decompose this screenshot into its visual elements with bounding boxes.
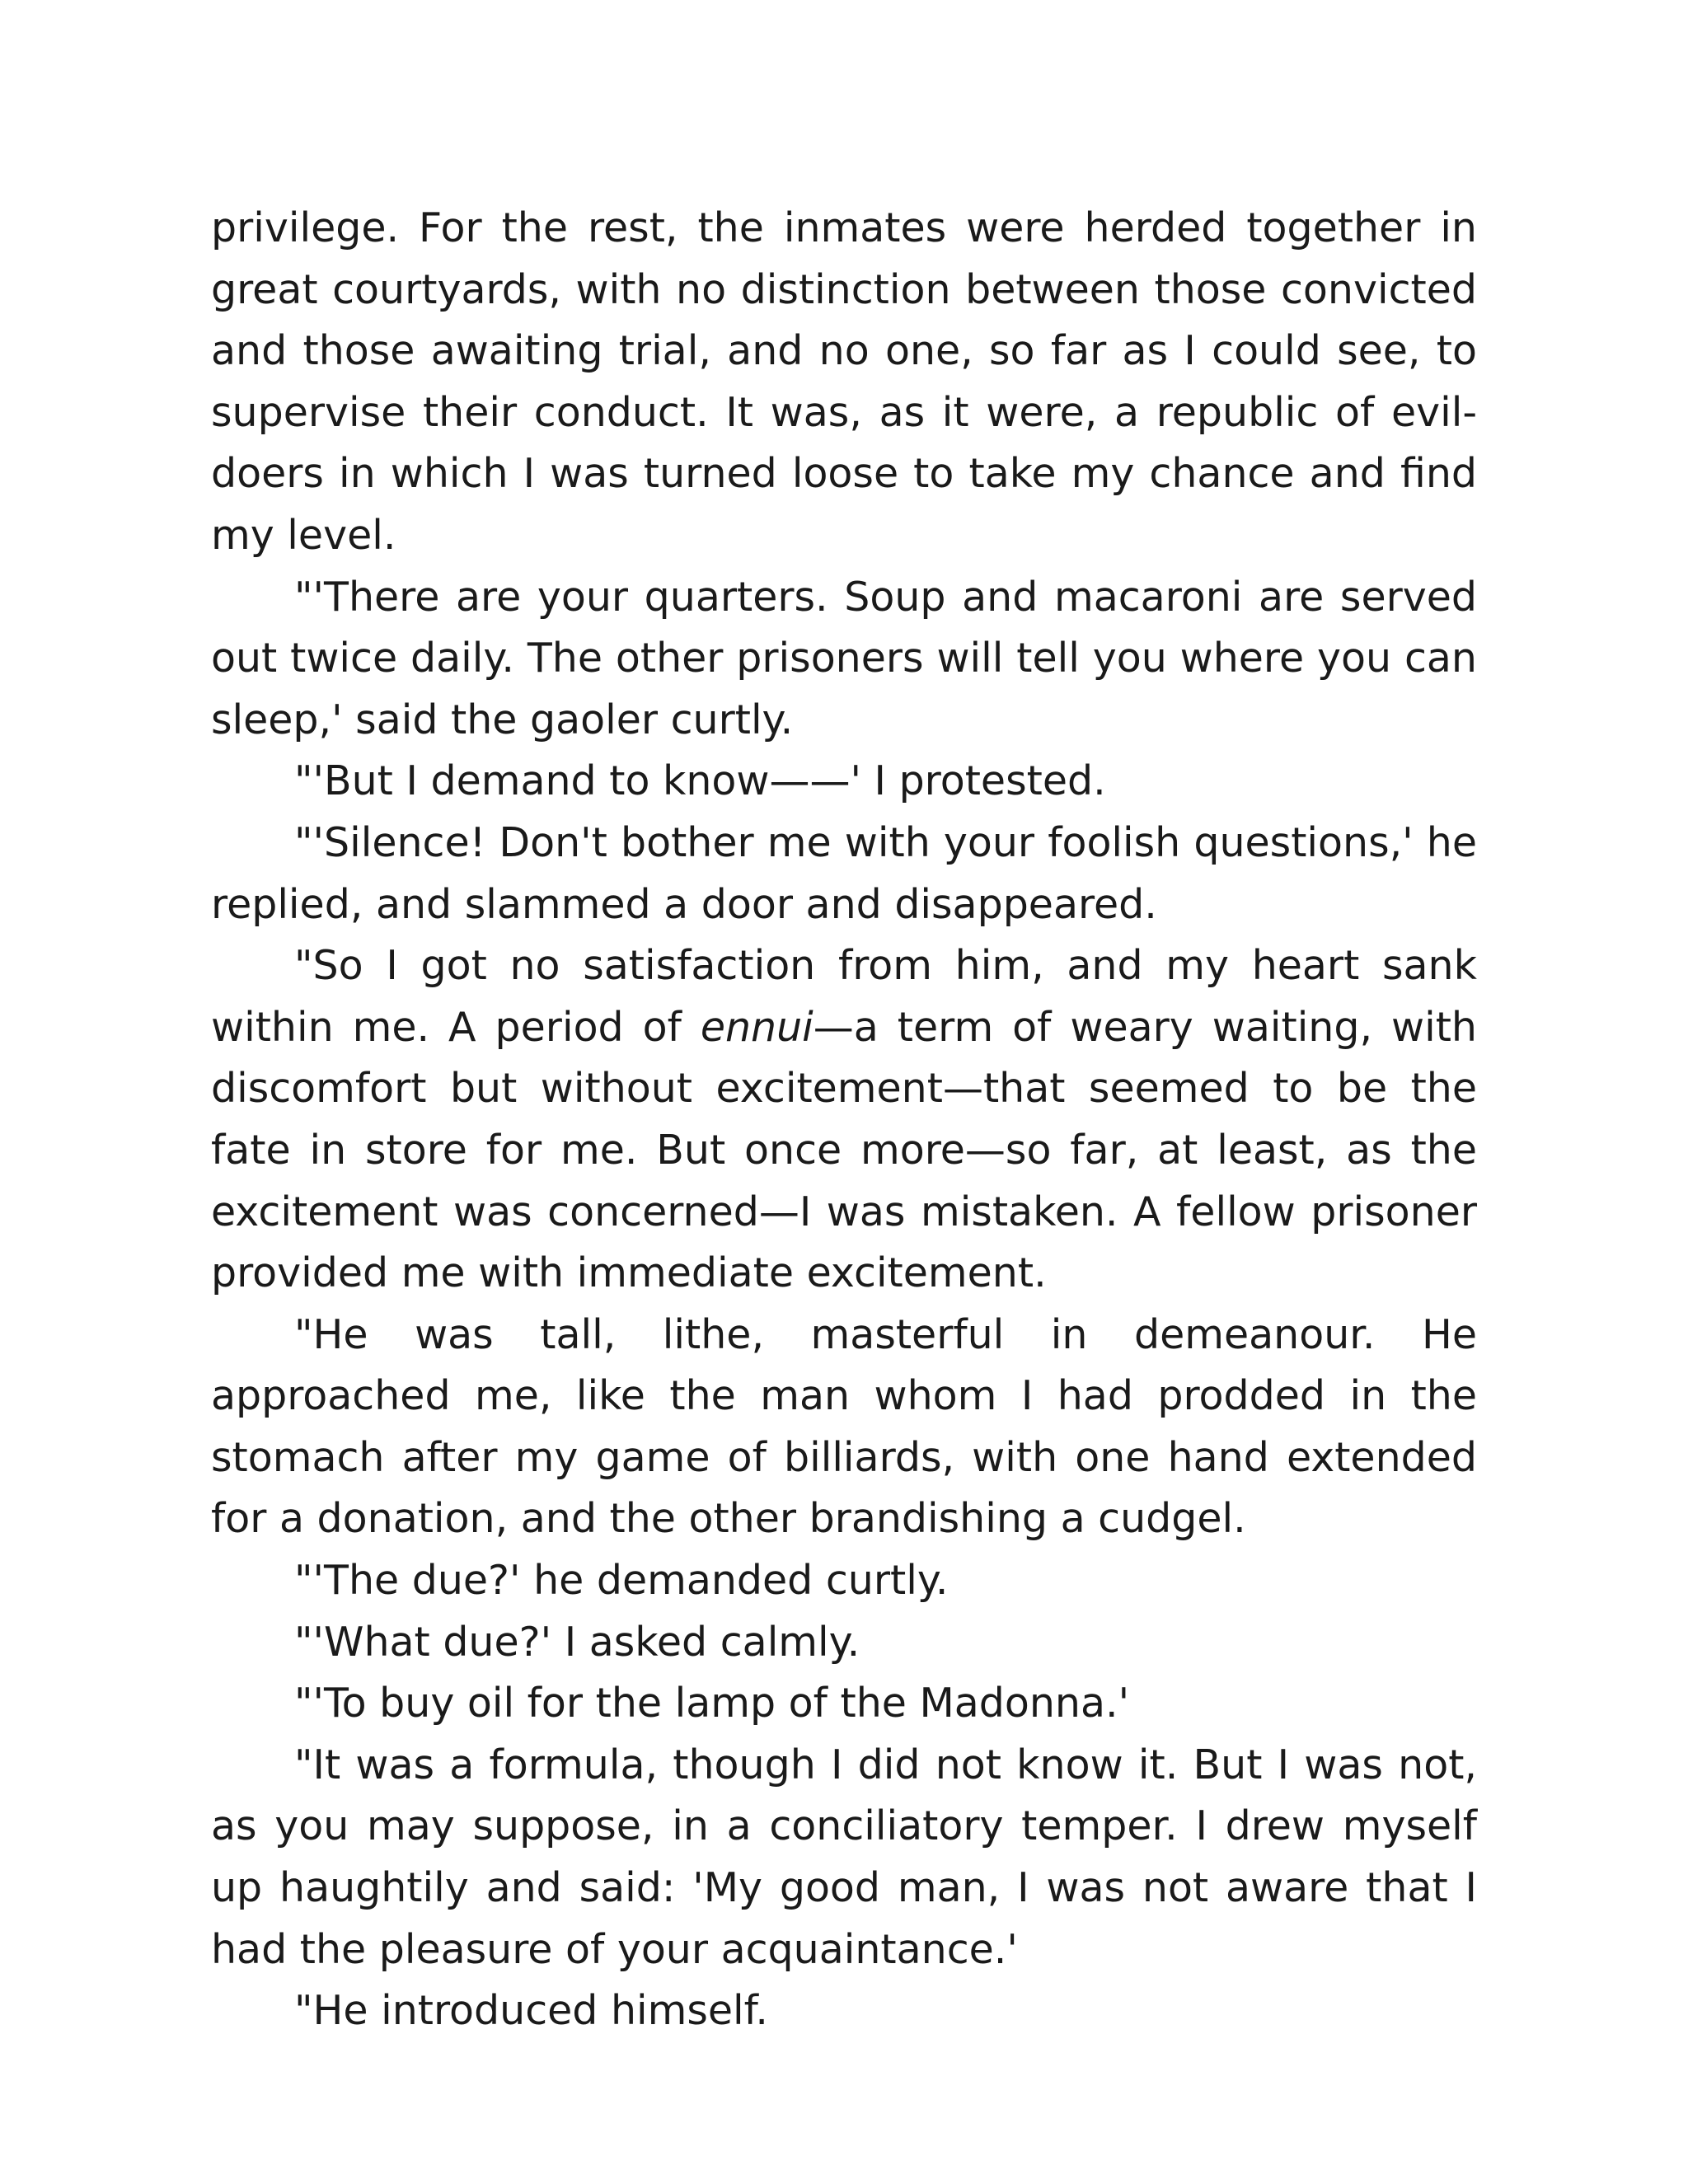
paragraph-5-end: —a term of weary waiting, with discomfort but without excitement—that seemed to be the fate in store for me. But once more—so far, at least, as the excitement was concerned—I was mistaken. A fellow prisoner provided me with immediate excitement. [211,1003,1477,1297]
paragraph-2: "'There are your quarters. Soup and macaroni are served out twice daily. The other prisoners will tell you where you can sleep,' said the gaoler curtly. [211,573,1477,743]
paragraph-7: "'The due?' he demanded curtly. [294,1557,949,1605]
paragraph-4: "'Silence! Don't bother me with your foolish questions,' he replied, and slammed a door and disappeared. [211,818,1477,928]
paragraph-1: privilege. For the rest, the inmates were herded together in great courtyards, with no distinction between those convicted and those awaiting trial, and no one, so far as I could see, to supervise their conduct. It was, as it were, a republic of evil-doers in which I was turned loose to take my chance and find my level. [211,204,1477,559]
paragraph-3: "'But I demand to know——' I protested. [294,757,1106,805]
italic-word: ennui [700,1003,814,1051]
paragraph-11: "He introduced himself. [294,1987,768,2035]
body-text [211,198,1477,2042]
paragraph-10: "It was a formula, though I did not know it. But I was not, as you may suppose, in a conciliatory temper. I drew myself up haughtily and said: 'My good man, I was not aware that I had the pleasure of your acquaintance.' [211,1741,1477,1973]
paragraph-5-start: "So I got no satisfaction from him, and my heart sank within me. A period of [211,942,1477,1051]
paragraph-6: "He was tall, lithe, masterful in demeanour. He approached me, like the man whom I had prodded in the stomach after my game of billiards, with one hand extended for a donation, and the other brandishing a cudgel. [211,1310,1477,1543]
paragraph-8: "'What due?' I asked calmly. [294,1618,860,1666]
paragraph-9: "'To buy oil for the lamp of the Madonna.' [294,1680,1130,1727]
paragraph-5 [211,935,1477,1305]
